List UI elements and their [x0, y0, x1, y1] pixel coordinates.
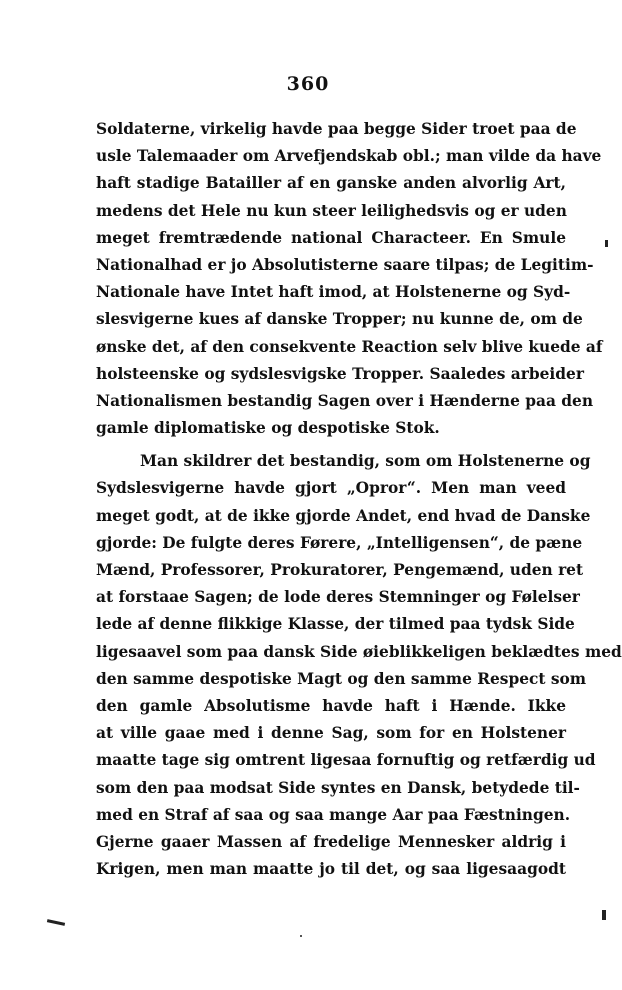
- page-number: 360: [286, 73, 330, 95]
- text-line: at forstaae Sagen; de lode deres Stemninger og Følelser: [96, 588, 580, 607]
- text-line: meget fremtrædende national Characteer. En Smule: [96, 228, 566, 247]
- scan-artifact-dot: [300, 935, 302, 937]
- text-line: medens det Hele nu kun steer leilighedsvis og er uden: [96, 201, 567, 220]
- body-text: [96, 116, 622, 883]
- text-line: Nationalismen bestandig Sagen over i Hænderne paa den: [96, 391, 594, 410]
- text-line: at ville gaae med i denne Sag, som for en Holstener: [96, 724, 566, 743]
- text-line: Soldaterne, virkelig havde paa begge Sider troet paa de: [96, 120, 577, 138]
- text-line: usle Talemaader om Arvefjendskab obl.; man vilde da have: [96, 147, 602, 166]
- text-line: Man skildrer det bestandig, som om Holstenerne og: [140, 452, 591, 471]
- text-line: Gjerne gaaer Massen af fredelige Mennesker aldrig i: [96, 832, 566, 851]
- text-line: Sydslesvigerne havde gjort „Opror“. Men man veed: [96, 479, 566, 498]
- paragraph-1: [96, 116, 603, 442]
- text-line: holsteenske og sydslesvigske Tropper. Saaledes arbeider: [96, 364, 584, 383]
- text-line: ligesaavel som paa dansk Side øieblikkeligen beklædtes med: [96, 642, 622, 661]
- paragraph-2: [96, 448, 622, 883]
- text-line: Nationalhad er jo Absolutisterne saare tilpas; de Legitim-: [96, 255, 594, 274]
- text-line: som den paa modsat Side syntes en Dansk, betydede til-: [96, 778, 580, 797]
- text-line: slesvigerne kues af danske Tropper; nu kunne de, om de: [96, 310, 583, 329]
- text-line: med en Straf af saa og saa mange Aar paa Fæstningen.: [96, 805, 571, 824]
- text-line: ønske det, af den consekvente Reaction selv blive kuede af: [96, 337, 603, 356]
- text-line: gamle diplomatiske og despotiske Stok.: [96, 419, 440, 438]
- text-line: gjorde: De fulgte deres Førere, „Intelligensen“, de pæne: [96, 533, 583, 552]
- text-line: Nationale have Intet haft imod, at Holstenerne og Syd-: [96, 283, 571, 302]
- scan-artifact-mark: [47, 919, 65, 926]
- text-line: maatte tage sig omtrent ligesaa fornuftig og retfærdig ud: [96, 751, 596, 770]
- text-line: meget godt, at de ikke gjorde Andet, end hvad de Danske: [96, 506, 591, 525]
- text-line: Krigen, men man maatte jo til det, og saa ligesaagodt: [96, 860, 566, 879]
- scan-artifact-mark: [605, 240, 608, 247]
- text-line: haft stadige Batailler af en ganske anden alvorlig Art,: [96, 174, 566, 193]
- text-line: lede af denne flikkige Klasse, der tilmed paa tydsk Side: [96, 615, 575, 634]
- text-line: den gamle Absolutisme havde haft i Hænde. Ikke: [96, 696, 566, 715]
- text-line: Mænd, Professorer, Prokuratorer, Pengemænd, uden ret: [96, 561, 584, 579]
- text-line: den samme despotiske Magt og den samme Respect som: [96, 669, 587, 688]
- scan-artifact-mark: [602, 910, 606, 920]
